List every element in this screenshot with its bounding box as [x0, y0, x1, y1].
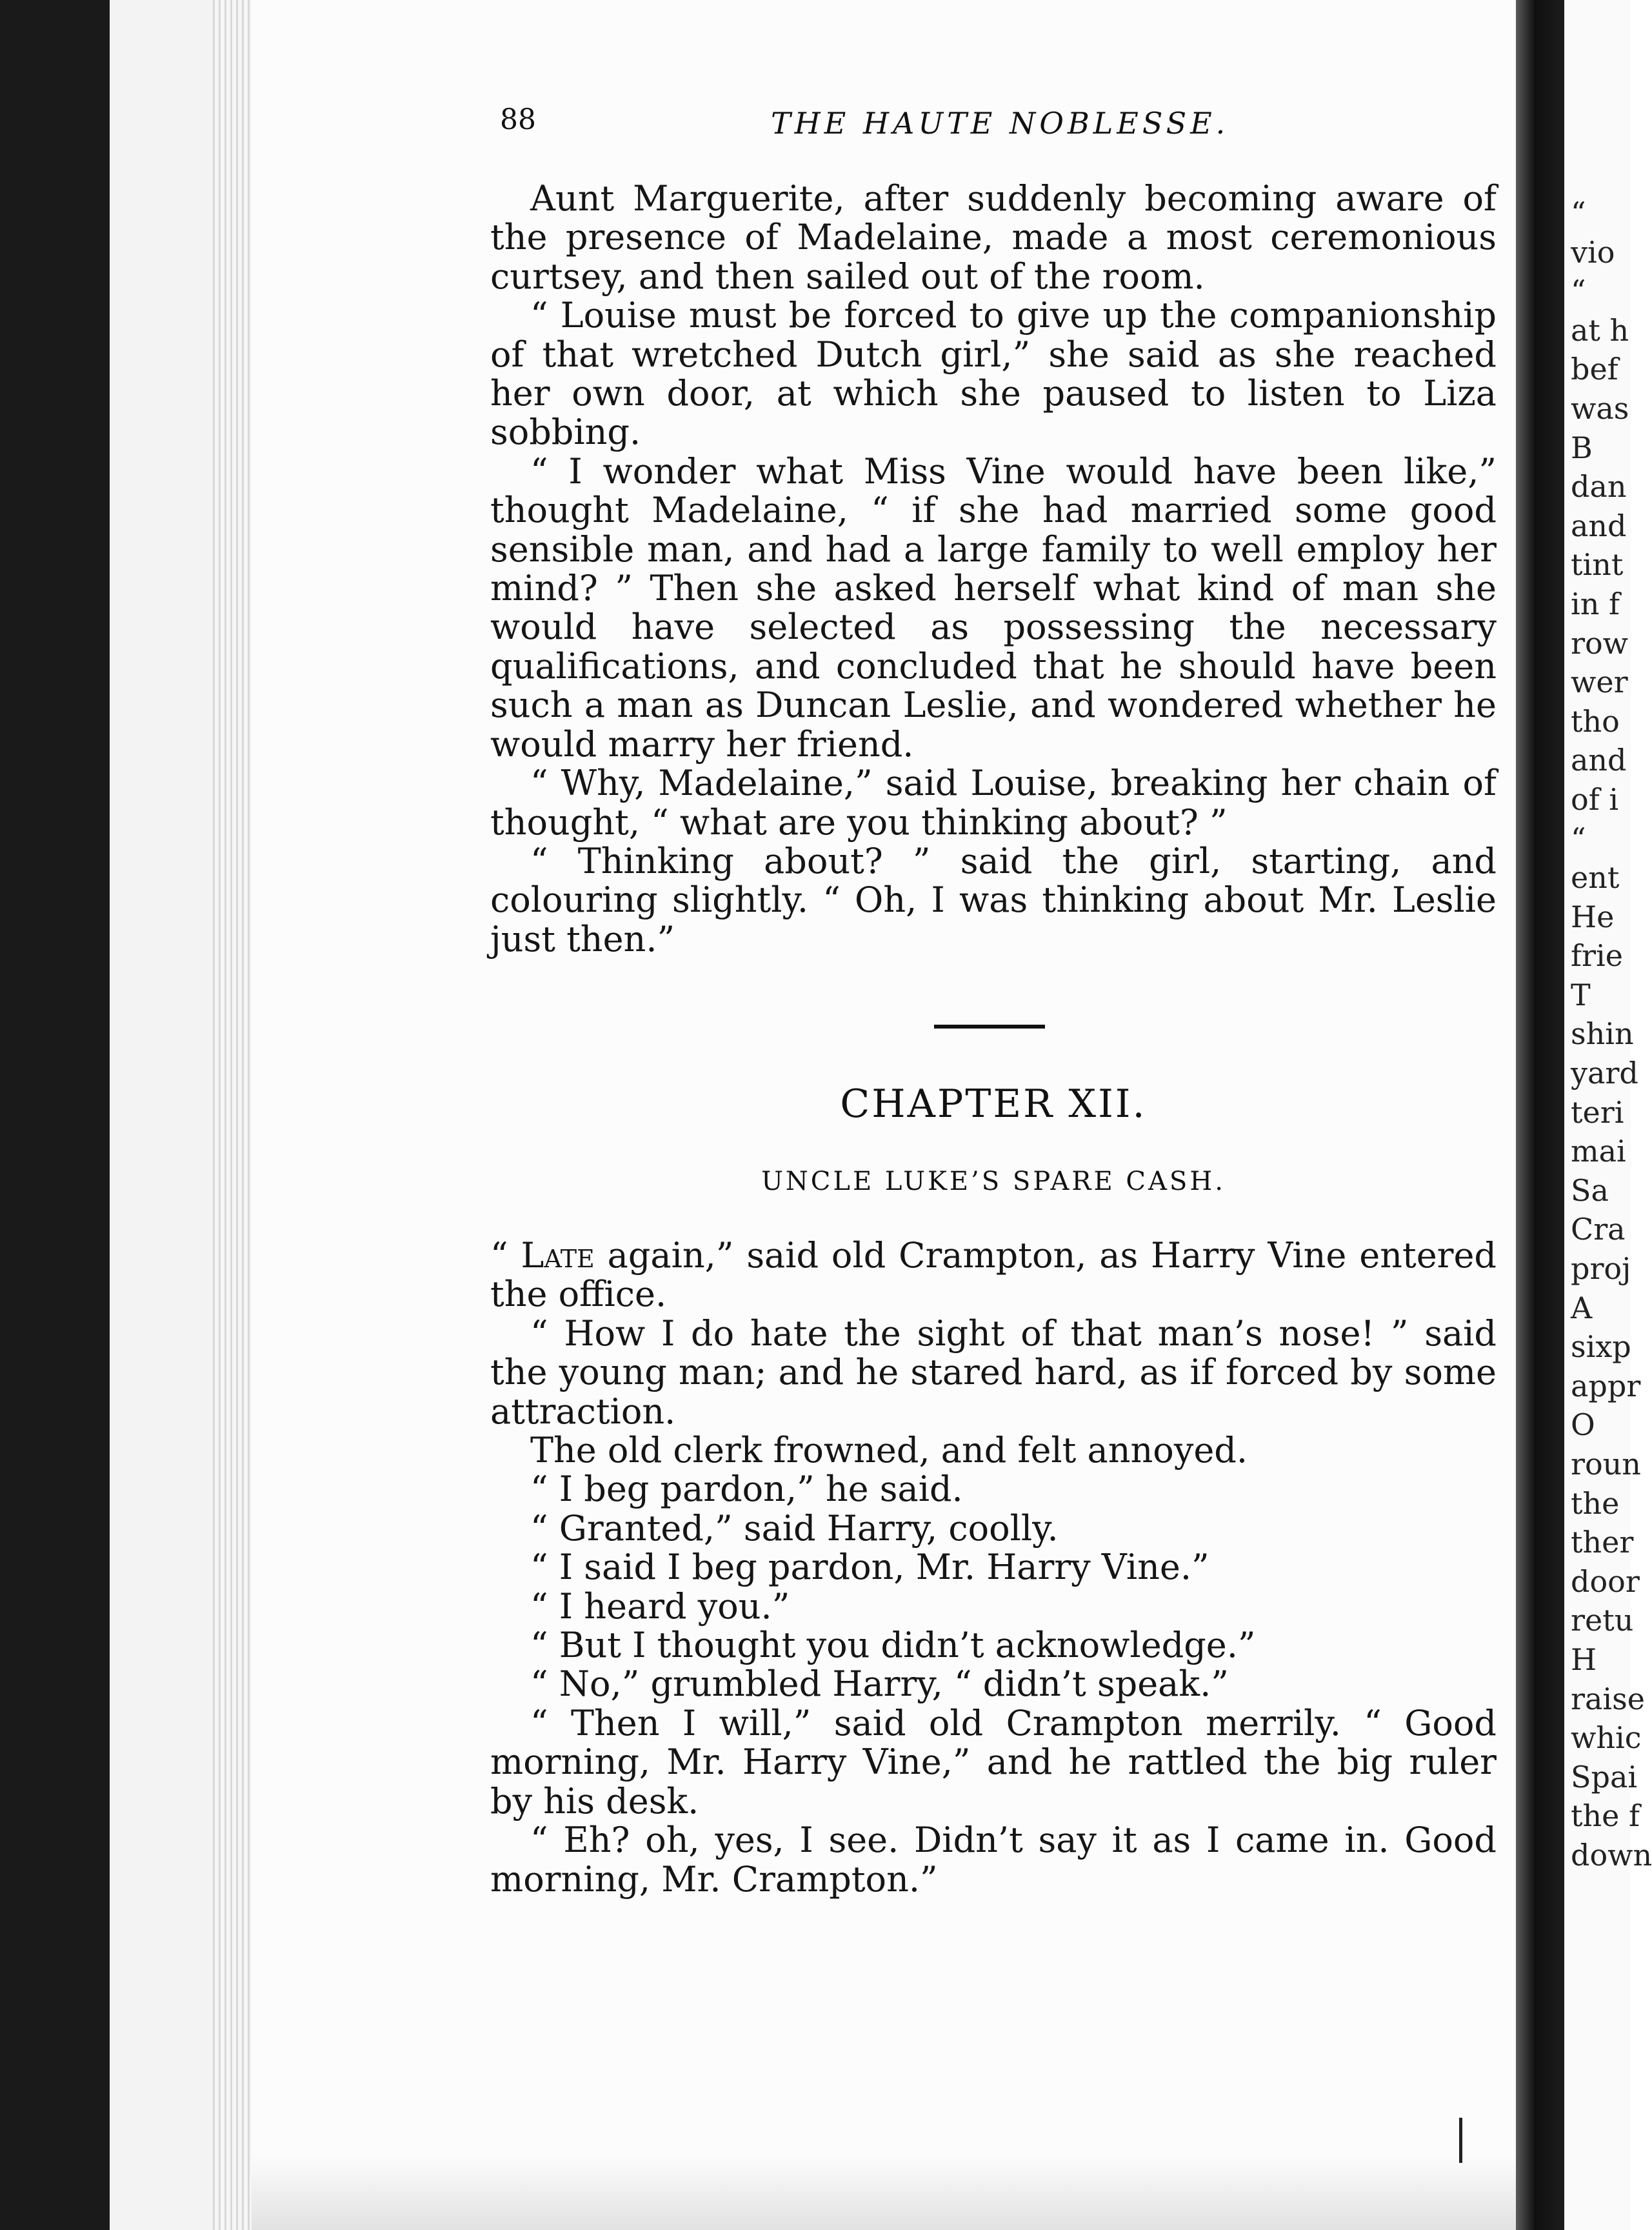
- facing-page-line: row: [1571, 625, 1629, 661]
- running-title: THE HAUTE NOBLESSE.: [771, 106, 1229, 141]
- margin-mark: [1459, 2118, 1462, 2163]
- paragraph: “ I beg pardon,” he said.: [530, 1469, 963, 1510]
- paragraph: “ Why, Madelaine,” said Louise, breaking her chain of thought, “ what are you thinking about? ”: [490, 763, 1497, 843]
- chapter-text: [490, 1236, 1497, 1899]
- paragraph: “ Eh? oh, yes, I see. Didn’t say it as I came in. Good morning, Mr. Crampton.”: [490, 1820, 1497, 1900]
- facing-page-line: H: [1571, 1642, 1597, 1677]
- paragraph: “ No,” grumbled Harry, “ didn’t speak.”: [530, 1663, 1229, 1705]
- facing-page-line: “: [1571, 196, 1586, 230]
- facing-page-line: A: [1571, 1290, 1593, 1325]
- facing-page-line: frie: [1571, 938, 1623, 974]
- facing-page-line: O: [1571, 1407, 1595, 1443]
- facing-page-line: appr: [1571, 1368, 1641, 1403]
- facing-page-line: tho: [1571, 703, 1620, 739]
- paragraph: “ Louise must be forced to give up the companionship of that wretched Dutch girl,” she said as she reached her own door, at which she paused to listen to Liza sobbing.: [490, 295, 1497, 453]
- page-number: 88: [500, 103, 536, 136]
- facing-page-line: ent: [1571, 860, 1620, 896]
- text-before-chapter: [490, 179, 1497, 959]
- facing-page-line: raise: [1571, 1681, 1645, 1716]
- facing-page-line: the f: [1571, 1798, 1640, 1834]
- facing-page-line: Sa: [1571, 1172, 1609, 1208]
- facing-page-line: Spai: [1571, 1759, 1638, 1794]
- facing-page-line: proj: [1571, 1251, 1631, 1287]
- facing-page-line: “: [1571, 274, 1586, 309]
- facing-page-line: dan: [1571, 469, 1627, 505]
- chapter-title: CHAPTER XII.: [840, 1081, 1147, 1127]
- facing-page-line: B: [1571, 430, 1593, 465]
- facing-page-line: sixp: [1571, 1329, 1631, 1365]
- paragraph: “ How I do hate the sight of that man’s nose! ” said the young man; and he stared hard, as if forced by some attraction.: [490, 1312, 1497, 1432]
- facing-page-line: yard: [1571, 1056, 1638, 1091]
- small-caps-opening: Late: [521, 1235, 595, 1276]
- page-edges: [213, 0, 252, 2230]
- facing-page: [1564, 0, 1652, 2230]
- facing-page-line: wer: [1571, 665, 1628, 700]
- paragraph: Aunt Marguerite, after suddenly becoming aware of the presence of Madelaine, made a most ceremonious curtsey, and then sailed out of the room.: [490, 178, 1497, 297]
- section-divider: [934, 1025, 1045, 1029]
- facing-page-line: Cra: [1571, 1212, 1626, 1247]
- facing-page-line: the: [1571, 1485, 1620, 1521]
- paragraph: “ I said I beg pardon, Mr. Harry Vine.”: [530, 1547, 1209, 1588]
- left-margin-strip: [110, 0, 215, 2230]
- paragraph: The old clerk frowned, and felt annoyed.: [530, 1430, 1248, 1471]
- facing-page-line: in f: [1571, 586, 1620, 621]
- facing-page-line: and: [1571, 743, 1627, 778]
- facing-page-line: T: [1571, 977, 1591, 1012]
- paragraph-first: [490, 1236, 1497, 1314]
- page-header: [500, 103, 1232, 155]
- facing-page-line: was: [1571, 390, 1629, 426]
- paragraph: “ I wonder what Miss Vine would have been like,” thought Madelaine, “ if she had married some good sensible man, and had a large family to well employ her mind? ” Then she asked herself what kind of man she would have selected as possessing the necessary qualifications, and concluded that he should have been such a man as Duncan Leslie, and wondered whether he would marry her friend.: [490, 450, 1497, 765]
- facing-page-line: vio: [1571, 234, 1615, 270]
- paragraph: “ I heard you.”: [530, 1585, 790, 1627]
- paragraph: “ Granted,” said Harry, coolly.: [530, 1507, 1059, 1549]
- facing-page-line: and: [1571, 508, 1627, 543]
- facing-page-line: tint: [1571, 547, 1624, 583]
- chapter-subtitle: UNCLE LUKE’S SPARE CASH.: [761, 1167, 1226, 1196]
- facing-page-line: at h: [1571, 312, 1629, 348]
- facing-page-line: ther: [1571, 1525, 1634, 1560]
- facing-page-line: whic: [1571, 1720, 1642, 1756]
- facing-page-line: shin: [1571, 1016, 1634, 1052]
- facing-page-line: mai: [1571, 1134, 1626, 1169]
- paragraph: “ But I thought you didn’t acknowledge.”: [530, 1625, 1256, 1666]
- facing-page-line: retu: [1571, 1603, 1634, 1638]
- paragraph: “ Then I will,” said old Crampton merrily. “ Good morning, Mr. Harry Vine,” and he rattled the big ruler by his desk.: [490, 1702, 1497, 1822]
- facing-page-line: of i: [1571, 781, 1619, 817]
- facing-page-line: “: [1571, 821, 1586, 856]
- facing-page-line: teri: [1571, 1094, 1624, 1130]
- open-quote: “: [490, 1235, 521, 1276]
- paragraph: “ Thinking about? ” said the girl, starting, and colouring slightly. “ Oh, I was thinking about Mr. Leslie just then.”: [490, 840, 1497, 959]
- book-spine: [1516, 0, 1564, 2230]
- page-bottom-shadow: [252, 2155, 1516, 2230]
- facing-page-line: roun: [1571, 1447, 1641, 1482]
- paragraph-rest: again,” said old Crampton, as Harry Vine entered the office.: [490, 1235, 1497, 1315]
- facing-page-line: He: [1571, 899, 1615, 934]
- facing-page-line: door: [1571, 1563, 1640, 1599]
- facing-page-line: down: [1571, 1837, 1652, 1873]
- scanner-edge-shadow: [0, 0, 110, 2230]
- facing-page-line: bef: [1571, 352, 1618, 387]
- facing-page-text: [1571, 194, 1652, 1875]
